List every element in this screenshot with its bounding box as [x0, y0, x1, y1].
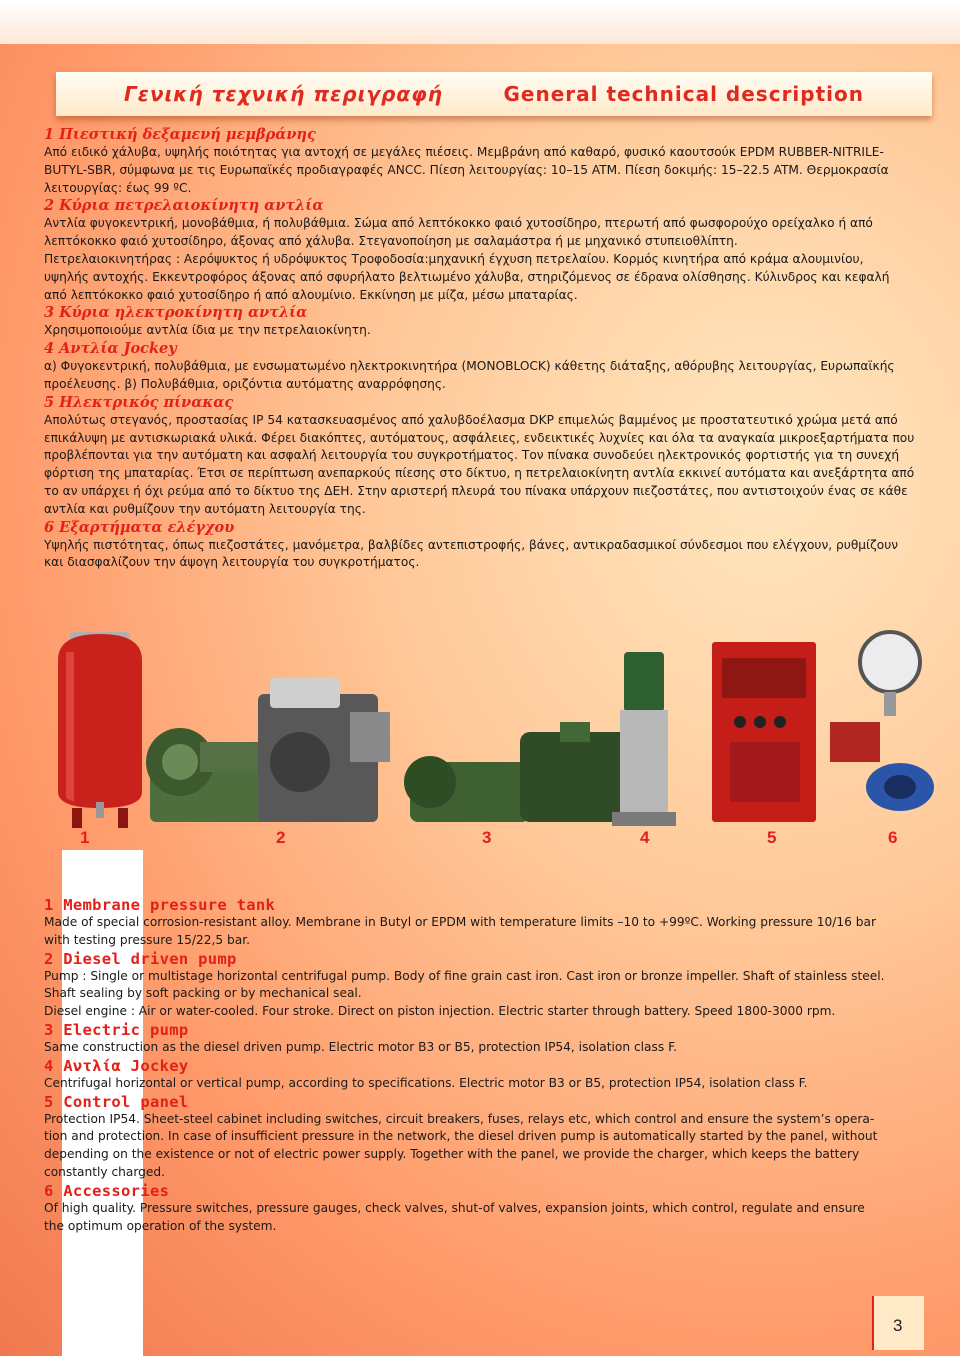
paragraph-line: προβλέπονται για την αυτόματη και ασφαλή λειτουργία του συγκροτήματος. Τον πίνακα συνοδεύει ηλεκτρονικός φορτιστής για τη συνεχή [44, 448, 900, 463]
paragraph-line: BUTYL-SBR, σύμφωνα με τις Ευρωπαϊκές προδιαγραφές ANCC. Πίεση λειτουργίας: 10–15 ATM. Πίεση δοκιμής: 15–22.5 ATM. Θερμοκρασία [44, 162, 889, 177]
product-number: 2 [276, 828, 286, 847]
top-strip [0, 0, 960, 44]
paragraph-line: προέλευσης. β) Πολυβάθμια, οριζόντια αυτόματης αναρρόφησης. [44, 376, 446, 391]
header-title-english: General technical description [503, 82, 864, 106]
paragraph-line: Same construction as the diesel driven pump. Electric motor B3 or B5, protection IP54, isolation class F. [44, 1039, 677, 1054]
paragraph-line: από λεπτόκοκκο φαιό χυτοσίδηρο ή από αλουμίνιο. Εκκίνηση με μίζα, μέσω μπαταρίας. [44, 287, 578, 302]
product-number: 6 [888, 828, 898, 847]
paragraph-line: Υψηλής πιστότητας, όπως πιεζοστάτες, μανόμετρα, βαλβίδες αντεπιστροφής, βάνες, αντικραδασμικοί σύνδεσμοι που ελέγχουν, ρυθμίζουν [44, 537, 899, 552]
paragraph-line: Χρησιμοποιούμε αντλία ίδια με την πετρελαιοκίνητη. [44, 323, 371, 338]
product-number: 1 [80, 828, 90, 847]
paragraph-line: λεπτόκοκκο φαιό χυτοσίδηρο, άξονας από χάλυβα. Στεγανοποίηση με σαλαμάστρα ή με μηχανικό στυπειοθλίπτη. [44, 234, 738, 249]
paragraph-line: υψηλής αντοχής. Εκκεντροφόρος άξονας από σφυρήλατο βελτιωμένο χάλυβα, στηριζόμενος σε έδρανα ολίσθησης. Κύλινδρος και κεφαλή [44, 269, 890, 284]
paragraph-line: το αν υπάρχει ή όχι ρεύμα από το δίκτυο της ΔΕΗ. Στην αριστερή πλευρά του πίνακα υπάρχουν πιεζοστάτες, που αντιστοιχούν ένας σε κάθε [44, 483, 908, 498]
section-title: 1 Membrane pressure tank [44, 896, 276, 914]
section-title: 4 Αντλία Jockey [44, 1056, 189, 1075]
product-number: 3 [482, 828, 492, 847]
paragraph-line: tion and protection. In case of insufficient pressure in the network, the diesel driven pump is automatically started by the panel, without [44, 1129, 878, 1144]
english-description [44, 896, 934, 1235]
page-number-box [872, 1296, 924, 1350]
accessories-image [830, 632, 934, 811]
paragraph-line: φόρτιση της μπαταρίας. Έτσι σε περίπτωση ανεπαρκούς πίεσης στο δίκτυο, η πετρελαιοκίνητη αντλία εκκινεί αυτόματα και ανεξάρτητα από [44, 466, 915, 481]
paragraph-line: Pump : Single or multistage horizontal centrifugal pump. Body of fine grain cast iron. Cast iron or bronze impeller. Shaft of stainless steel. [44, 968, 885, 983]
paragraph-line: Diesel engine : Air or water-cooled. Four stroke. Direct on piston injection. Electric starter through battery. Speed 1800-3000 rpm. [44, 1004, 836, 1019]
diesel-pump-image [146, 678, 390, 822]
paragraph-line: constantly charged. [44, 1164, 165, 1179]
section-title: 2 Diesel driven pump [44, 949, 237, 968]
electric-pump-image [404, 722, 640, 822]
paragraph-line: Πετρελαιοκινητήρας : Αερόψυκτος ή υδρόψυκτος Τροφοδοσία:μηχανική έγχυση πετρελαίου. Κορμός κινητήρα από κράμα αλουμινίου, [44, 251, 864, 266]
section-title: 5 Control panel [44, 1092, 189, 1111]
paragraph-line: Of high quality. Pressure switches, pressure gauges, check valves, shut-of valves, expansion joints, which control, regulate and ensure [44, 1200, 865, 1215]
section-title: 6 Εξαρτήματα ελέγχου [44, 518, 235, 536]
section-title: 6 Accessories [44, 1181, 170, 1200]
section-title: 3 Electric pump [44, 1020, 189, 1039]
paragraph-line: και διασφαλίζουν την άψογη λειτουργία του συγκροτήματος. [44, 555, 420, 570]
paragraph-line: with testing pressure 15/22,5 bar. [44, 932, 250, 947]
paragraph-line: Shaft sealing by soft packing or by mechanical seal. [44, 986, 362, 1001]
membrane-tank-image [58, 632, 142, 828]
paragraph-line: Από ειδικό χάλυβα, υψηλής ποιότητας για αντοχή σε μεγάλες πιέσεις. Μεμβράνη από καθαρό, φυσικό καουτσούκ EPDM RUBBER-NITRILE- [44, 145, 884, 159]
header-title-greek: Γενική τεχνική περιγραφή [124, 82, 443, 106]
section-title: 2 Κύρια πετρελαιοκίνητη αντλία [44, 197, 324, 215]
paragraph-line: Centrifugal horizontal or vertical pump, according to specifications. Electric motor B3 or B5, protection IP54, isolation class F. [44, 1075, 808, 1090]
paragraph-line: αντλία και ρυθμίζουν την αυτόματη λειτουργία της. [44, 501, 366, 516]
paragraph-line: Απολύτως στεγανός, προστασίας IP 54 κατασκευασμένος από χαλυβδοέλασμα DKP επιμελώς βαμμένος με προστατευτικό χρώμα μετά από [44, 412, 898, 427]
product-photos [0, 612, 960, 852]
product-number: 5 [767, 828, 777, 847]
control-panel-image [712, 642, 816, 822]
section-title: 3 Κύρια ηλεκτροκίνητη αντλία [44, 304, 308, 322]
paragraph-line: Made of special corrosion-resistant alloy. Membrane in Butyl or EPDM with temperature limits –10 to +99ºC. Working pressure 10/16 bar [44, 915, 876, 929]
paragraph-line: depending on the existence or not of electric power supply. Together with the panel, we provide the charger, which keeps the battery [44, 1147, 860, 1162]
paragraph-line: Αντλία φυγοκεντρική, μονοβάθμια, ή πολυβάθμια. Σώμα από λεπτόκοκκο φαιό χυτοσίδηρο, πτερωτή από φωσφορούχο ορείχαλκο ή από [44, 216, 873, 231]
paragraph-line: α) Φυγοκεντρική, πολυβάθμια, με ενσωματωμένο ηλεκτροκινητήρα (MONOBLOCK) κάθετης διάταξης, αθόρυβης λειτουργίας, Ευρωπαϊκής [44, 359, 895, 374]
product-number: 4 [640, 828, 650, 847]
page-number: 3 [893, 1316, 903, 1335]
paragraph-line: the optimum operation of the system. [44, 1218, 277, 1233]
paragraph-line: Protection IP54. Sheet-steel cabinet including switches, circuit breakers, fuses, relays etc, which control and ensure the system’s opera- [44, 1111, 875, 1126]
section-title: 1 Πιεστική δεξαμενή μεμβράνης [44, 126, 316, 143]
paragraph-line: λειτουργίας: έως 99 ºC. [44, 180, 192, 195]
header-bar [56, 72, 932, 116]
section-title: 4 Αντλία Jockey [44, 340, 177, 358]
paragraph-line: επικάλυψη με αντισκωριακά υλικά. Φέρει διακόπτες, αυτόματους, ασφάλειες, ενδεικτικές λυχνίες και όλα τα αναγκαία μικροεξαρτήματα που [44, 430, 915, 445]
section-title: 5 Ηλεκτρικός πίνακας [44, 393, 234, 411]
greek-description [44, 126, 934, 572]
jockey-pump-image [612, 652, 676, 826]
